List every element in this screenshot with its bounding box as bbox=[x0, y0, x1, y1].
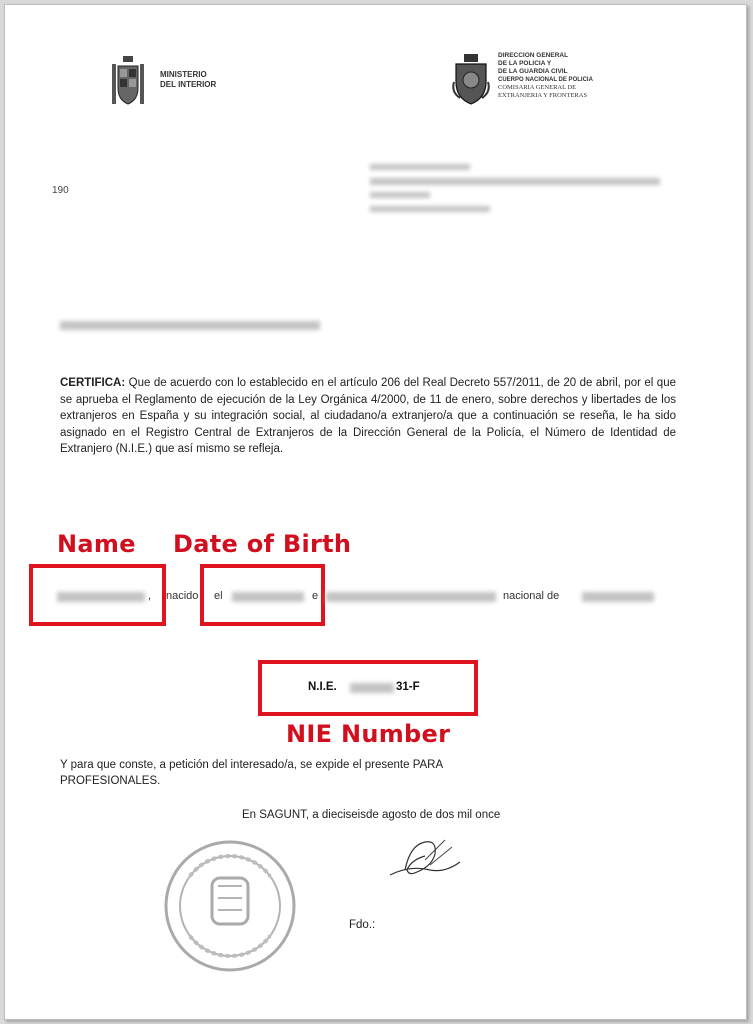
police-header-text bbox=[498, 52, 593, 100]
redacted-address-line bbox=[370, 192, 430, 198]
ministry-crest-icon bbox=[108, 54, 148, 110]
redacted-address-line bbox=[370, 164, 470, 170]
comma-separator: , bbox=[148, 590, 152, 602]
nie-label: N.I.E. bbox=[308, 681, 337, 693]
nie-number-suffix: 31-F bbox=[396, 681, 420, 693]
born-label: nacido bbox=[166, 590, 199, 602]
closing-line-1: Y para que conste, a petición del interesado/a, se expide el presente PARA bbox=[60, 759, 444, 771]
police-line-4: CUERPO NACIONAL DE POLICIA bbox=[498, 77, 593, 83]
certifica-text: Que de acuerdo con lo establecido en el artículo 206 del Real Decreto 557/2011, de 20 de abril, por el que se aprueba el Reglamento de ejecución de la Ley Orgánica 4/2000, de 11 de enero, sobre derechos y libertades de los extranjeros en España y su integración social, al ciudadano/a extranjero/a que a continuación se reseña, le ha sido asignado en el Registro Central de Extranjeros de la Dirección General de la Policía, el Número de Identidad de Extranjero (N.I.E.) que así mismo se refleja. bbox=[60, 377, 676, 455]
e-label: e bbox=[312, 590, 319, 602]
certifica-label: CERTIFICA: bbox=[60, 377, 126, 389]
annotation-name: Name bbox=[57, 530, 136, 558]
redacted-birthplace bbox=[326, 592, 496, 602]
annotation-nie-number: NIE Number bbox=[286, 720, 451, 748]
redacted-subject-line bbox=[60, 321, 320, 330]
police-line-2: DE LA POLICIA Y bbox=[498, 60, 552, 67]
police-crest-icon bbox=[450, 52, 492, 106]
ministry-line-2: DEL INTERIOR bbox=[160, 80, 217, 89]
closing-text bbox=[60, 757, 443, 789]
reference-number: 190 bbox=[52, 185, 69, 196]
police-line-3: DE LA GUARDIA CIVIL bbox=[498, 68, 568, 75]
certifica-paragraph bbox=[60, 375, 676, 458]
redacted-nationality bbox=[582, 592, 654, 602]
annotation-date-of-birth: Date of Birth bbox=[173, 530, 352, 558]
ministry-line-1: MINISTERIO bbox=[160, 70, 207, 79]
place-and-date: En SAGUNT, a dieciseisde agosto de dos mil once bbox=[242, 809, 501, 821]
police-line-6: EXTRANJERIA Y FRONTERAS bbox=[498, 92, 588, 99]
document-page bbox=[4, 4, 747, 1020]
signature-label: Fdo.: bbox=[349, 919, 376, 931]
official-stamp-icon bbox=[160, 836, 300, 976]
el-label: el bbox=[214, 590, 223, 602]
ministry-name bbox=[160, 70, 216, 90]
redacted-address-line bbox=[370, 178, 660, 185]
redacted-name bbox=[57, 592, 145, 602]
closing-line-2: PROFESIONALES. bbox=[60, 775, 161, 787]
signature-icon bbox=[385, 830, 465, 890]
redacted-nie-digits bbox=[350, 683, 394, 693]
police-line-5: COMISARIA GENERAL DE bbox=[498, 84, 577, 91]
police-line-1: DIRECCION GENERAL bbox=[498, 52, 569, 59]
nationality-label: nacional de bbox=[503, 590, 560, 602]
redacted-date-of-birth bbox=[232, 592, 304, 602]
redacted-address-line bbox=[370, 206, 490, 212]
